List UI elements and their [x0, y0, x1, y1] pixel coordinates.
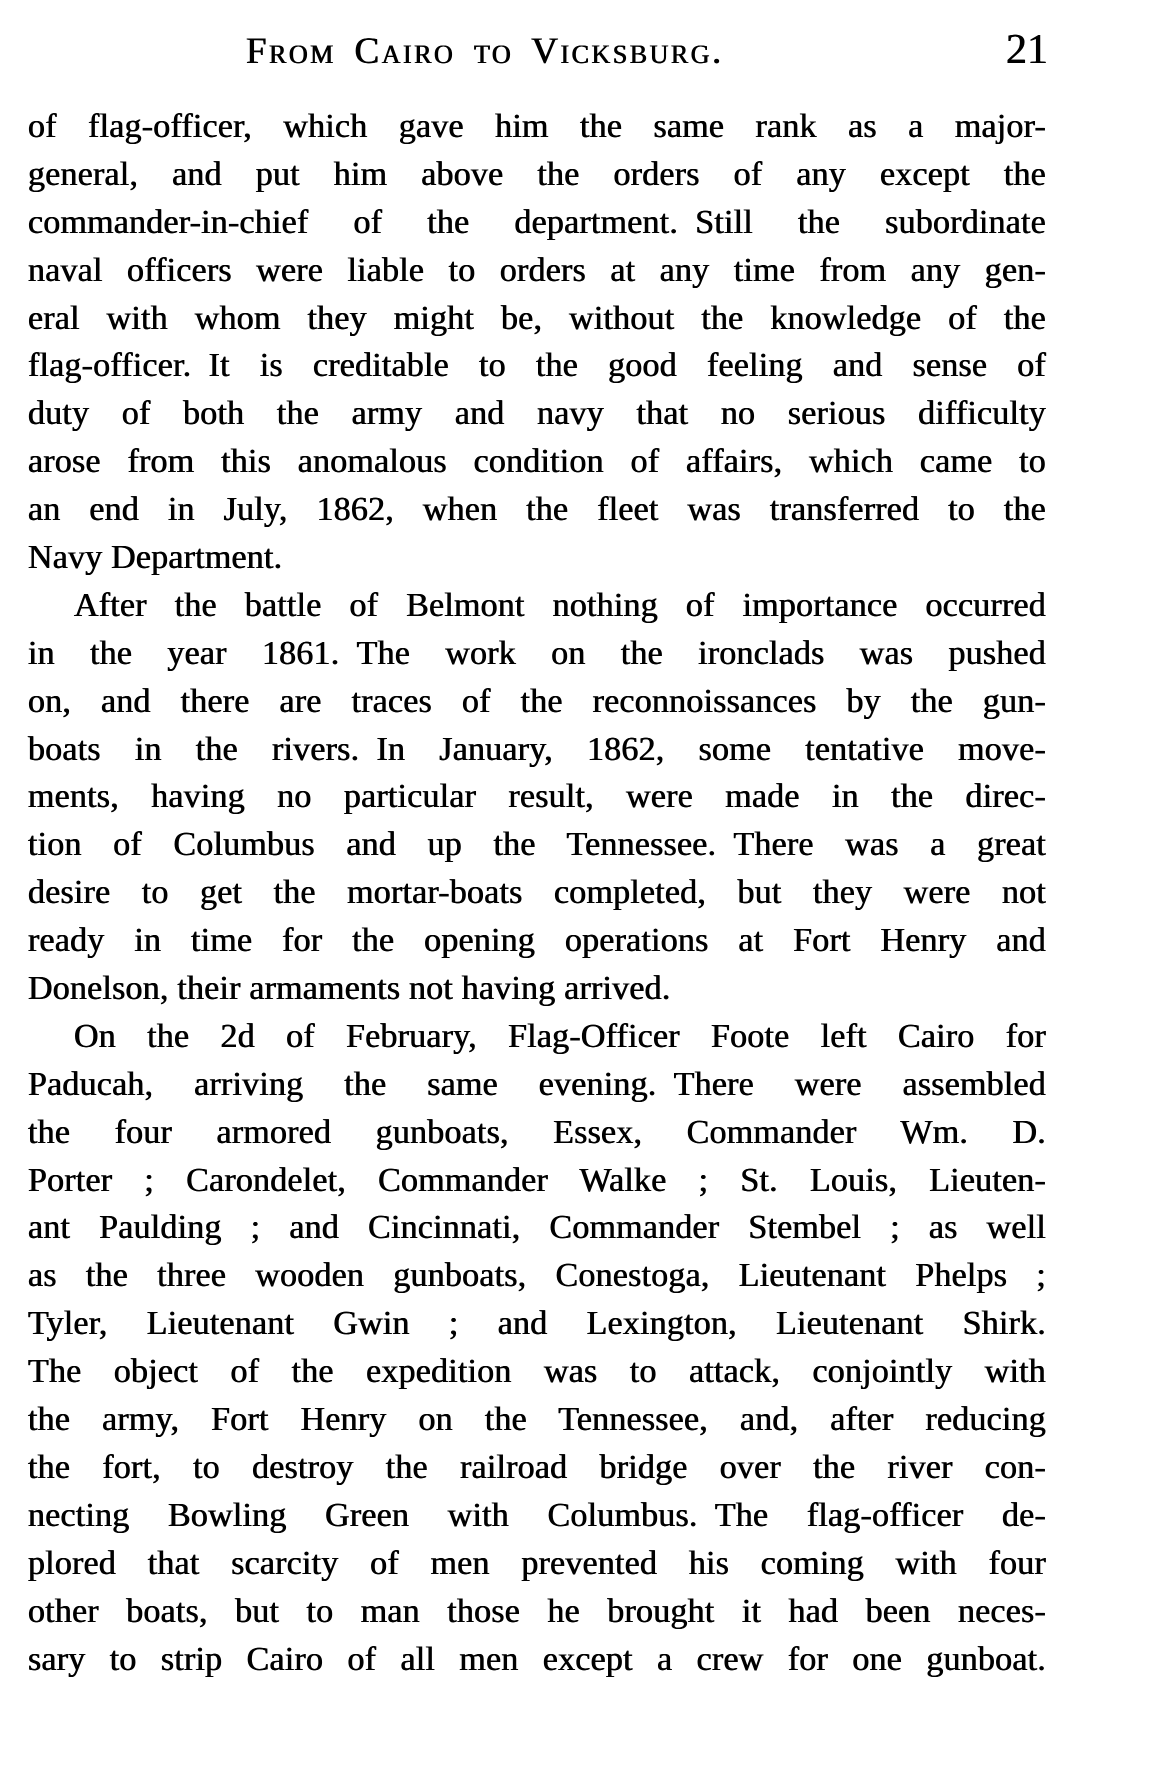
text-line: naval officers were liable to orders at any time from any gen-	[28, 251, 1046, 289]
text-line: necting Bowling Green with Columbus. The flag-officer de-	[28, 1496, 1046, 1534]
text-line: Donelson, their armaments not having arrived.	[28, 970, 671, 1008]
text-line: on, and there are traces of the reconnoissances by the gun-	[28, 682, 1046, 720]
paragraph	[28, 582, 1046, 1013]
text-line: of flag-officer, which gave him the same rank as a major-	[28, 108, 1046, 145]
page-number: 21	[1006, 27, 1048, 73]
text-line: eral with whom they might be, without the knowledge of the	[28, 299, 1046, 337]
text-line: commander-in-chief of the department. Still the subordinate	[28, 203, 1046, 241]
paragraph	[28, 103, 1046, 582]
text-line: in the year 1861. The work on the ironclads was pushed	[28, 634, 1046, 672]
text-line: the army, Fort Henry on the Tennessee, and, after reducing	[28, 1401, 1046, 1439]
text-line: Paducah, arriving the same evening. There were assembled	[28, 1065, 1046, 1103]
text-line: the four armored gunboats, Essex, Commander Wm. D.	[28, 1113, 1046, 1151]
text-line: general, and put him above the orders of any except the	[28, 155, 1046, 193]
text-line: the fort, to destroy the railroad bridge over the river con-	[28, 1448, 1046, 1486]
text-line: ready in time for the opening operations at Fort Henry and	[28, 922, 1046, 960]
text-line: ments, having no particular result, were made in the direc-	[28, 778, 1046, 816]
paragraph	[28, 1013, 1046, 1683]
text-line: Porter ; Carondelet, Commander Walke ; St. Louis, Lieuten-	[28, 1161, 1046, 1199]
text-line: flag-officer. It is creditable to the good feeling and sense of	[28, 347, 1046, 385]
text-line: tion of Columbus and up the Tennessee. There was a great	[28, 826, 1046, 864]
text-line: other boats, but to man those he brought it had been neces-	[28, 1592, 1046, 1630]
text-line: duty of both the army and navy that no serious difficulty	[28, 395, 1046, 433]
text-line: sary to strip Cairo of all men except a crew for one gunboat.	[28, 1640, 1046, 1678]
text-line: plored that scarcity of men prevented his coming with four	[28, 1544, 1046, 1582]
text-line: Tyler, Lieutenant Gwin ; and Lexington, Lieutenant Shirk.	[28, 1305, 1046, 1343]
text-line: ant Paulding ; and Cincinnati, Commander Stembel ; as well	[28, 1209, 1046, 1247]
text-line: After the battle of Belmont nothing of importance occurred	[74, 586, 1046, 624]
text-line: arose from this anomalous condition of affairs, which came to	[28, 443, 1046, 481]
page-header	[0, 26, 1149, 86]
text-line: Navy Department.	[28, 539, 283, 577]
page-body	[28, 103, 1046, 1683]
text-line: as the three wooden gunboats, Conestoga, Lieutenant Phelps ;	[28, 1257, 1046, 1295]
text-line: boats in the rivers. In January, 1862, some tentative move-	[28, 730, 1046, 768]
running-head-title: From Cairo to Vicksburg.	[246, 31, 724, 72]
text-line: an end in July, 1862, when the fleet was transferred to the	[28, 491, 1046, 529]
text-line: desire to get the mortar-boats completed, but they were not	[28, 874, 1046, 912]
text-line: On the 2d of February, Flag-Officer Foote left Cairo for	[74, 1017, 1046, 1055]
text-line: The object of the expedition was to attack, conjointly with	[28, 1353, 1046, 1391]
